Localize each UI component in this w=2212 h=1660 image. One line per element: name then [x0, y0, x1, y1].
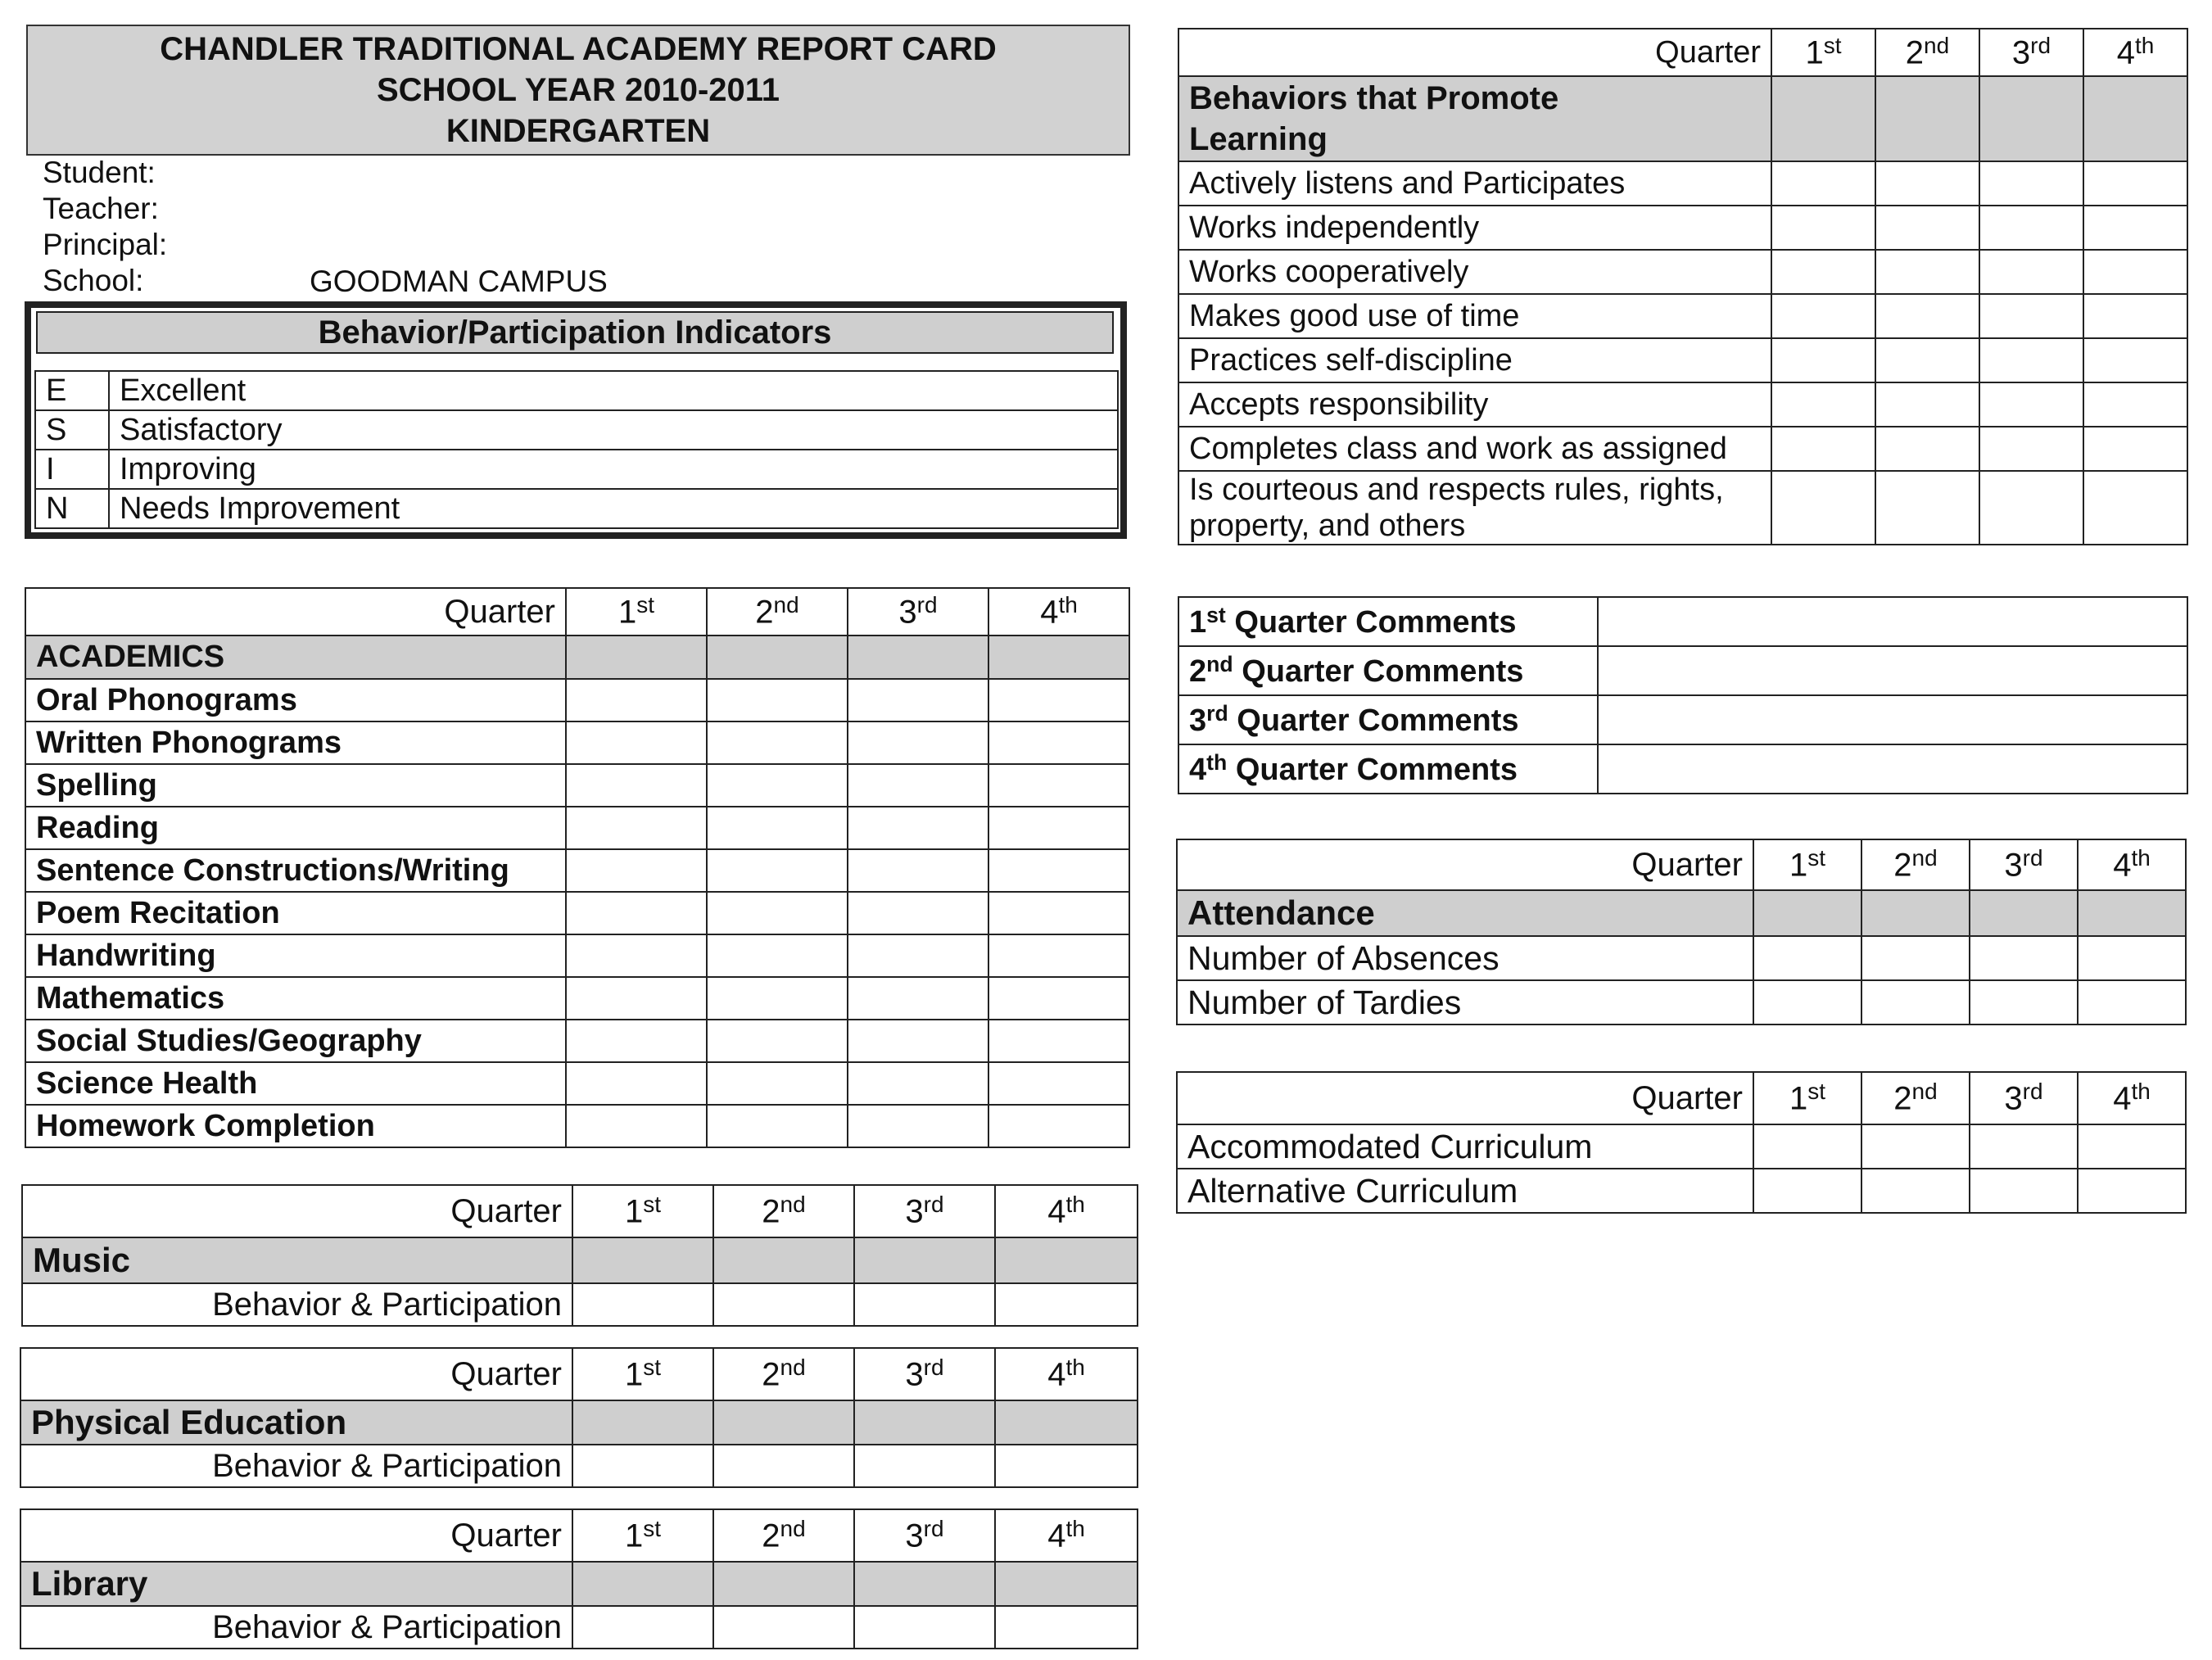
row-label: Actively listens and Participates — [1178, 161, 1771, 206]
table-row — [1178, 161, 2187, 206]
q1-comments-label: 1st Quarter Comments — [1178, 597, 1598, 646]
grade-cell[interactable] — [1771, 471, 1875, 545]
table-row — [1178, 294, 2187, 338]
row-label: Oral Phonograms — [25, 679, 566, 721]
table-row — [25, 1062, 1129, 1105]
quarter-2-header: 2nd — [1861, 1072, 1970, 1124]
grade-cell — [1771, 76, 1875, 161]
grade-cell[interactable] — [848, 764, 988, 807]
grade-cell — [713, 1562, 854, 1606]
grade-cell[interactable] — [2078, 980, 2186, 1024]
grade-cell — [1875, 76, 1979, 161]
accommodated-row — [1177, 1124, 2186, 1169]
q2-comments-field[interactable] — [1598, 646, 2187, 695]
legend-title: Behavior/Participation Indicators — [36, 311, 1114, 354]
grade-cell — [854, 1562, 995, 1606]
legend-table — [34, 370, 1119, 529]
quarter-1-header: 1st — [572, 1185, 713, 1237]
student-label: Student: — [43, 156, 156, 189]
q3-comments-label: 3rd Quarter Comments — [1178, 695, 1598, 744]
quarter-label: Quarter — [20, 1348, 572, 1400]
legend-row — [35, 450, 1118, 489]
quarter-label: Quarter — [1177, 1072, 1753, 1124]
quarter-label: Quarter — [22, 1185, 572, 1237]
quarter-2-header: 2nd — [713, 1185, 854, 1237]
quarter-4-header: 4th — [2078, 1072, 2186, 1124]
grade-cell[interactable] — [572, 1606, 713, 1649]
grade-cell[interactable] — [1979, 294, 2083, 338]
grade-cell[interactable] — [2083, 382, 2187, 427]
legend-row — [35, 489, 1118, 528]
legend-meaning: Excellent — [109, 371, 1118, 410]
grade-cell[interactable] — [988, 679, 1129, 721]
grade-cell — [2078, 890, 2186, 936]
grade-cell[interactable] — [566, 764, 707, 807]
grade-cell[interactable] — [566, 679, 707, 721]
behavior-participation-label: Behavior & Participation — [20, 1445, 572, 1487]
behaviors-table — [1178, 28, 2188, 545]
table-row — [25, 679, 1129, 721]
row-label: Is courteous and respects rules, rights, property, and others — [1178, 471, 1771, 545]
grade-cell[interactable] — [566, 1105, 707, 1147]
grade-cell — [1970, 890, 2078, 936]
pe-behavior-row — [20, 1445, 1138, 1487]
quarter-4-header: 4th — [2078, 839, 2186, 890]
grade-cell[interactable] — [848, 934, 988, 977]
grade-cell[interactable] — [848, 721, 988, 764]
grade-cell[interactable] — [1979, 382, 2083, 427]
grade-cell[interactable] — [1753, 1124, 1861, 1169]
school-label: School: — [43, 264, 144, 297]
grade-cell[interactable] — [1979, 338, 2083, 382]
legend-row — [35, 410, 1118, 450]
row-label: Mathematics — [25, 977, 566, 1020]
q3-comments-field[interactable] — [1598, 695, 2187, 744]
grade-cell[interactable] — [707, 892, 848, 934]
grade-cell[interactable] — [1771, 338, 1875, 382]
row-label: Poem Recitation — [25, 892, 566, 934]
quarter-label: Quarter — [1177, 839, 1753, 890]
row-label: Homework Completion — [25, 1105, 566, 1147]
physical-education-table — [20, 1347, 1138, 1488]
grade-cell[interactable] — [1979, 206, 2083, 250]
row-label: Science Health — [25, 1062, 566, 1105]
quarter-header-row — [20, 1348, 1138, 1400]
grade-cell[interactable] — [2083, 338, 2187, 382]
grade-cell[interactable] — [566, 1020, 707, 1062]
report-card-title — [26, 25, 1130, 156]
quarter-3-header: 3rd — [1970, 1072, 2078, 1124]
grade-cell[interactable] — [988, 807, 1129, 849]
grade-cell[interactable] — [1875, 382, 1979, 427]
grade-cell[interactable] — [707, 934, 848, 977]
grade-cell — [854, 1237, 995, 1283]
quarter-1-header: 1st — [1753, 839, 1861, 890]
grade-cell[interactable] — [854, 1445, 995, 1487]
table-row — [25, 721, 1129, 764]
quarter-4-header: 4th — [995, 1185, 1138, 1237]
grade-cell[interactable] — [1970, 980, 2078, 1024]
quarter-header-row — [20, 1509, 1138, 1562]
grade-cell[interactable] — [566, 721, 707, 764]
title-line-3: KINDERGARTEN — [446, 113, 711, 149]
attendance-heading: Attendance — [1177, 890, 1753, 936]
legend-code: N — [35, 489, 109, 528]
quarter-3-header: 3rd — [848, 588, 988, 636]
grade-cell — [848, 636, 988, 679]
legend-code: E — [35, 371, 109, 410]
grade-cell[interactable] — [2083, 250, 2187, 294]
row-label: Reading — [25, 807, 566, 849]
quarter-4-header: 4th — [995, 1348, 1138, 1400]
attendance-heading-row — [1177, 890, 2186, 936]
q4-comments-field[interactable] — [1598, 744, 2187, 794]
quarter-label: Quarter — [1178, 29, 1771, 76]
grade-cell[interactable] — [1979, 161, 2083, 206]
school-value: GOODMAN CAMPUS — [310, 265, 608, 298]
grade-cell[interactable] — [572, 1445, 713, 1487]
quarter-1-header: 1st — [572, 1348, 713, 1400]
table-row — [25, 1020, 1129, 1062]
grade-cell[interactable] — [1771, 382, 1875, 427]
grade-cell[interactable] — [707, 849, 848, 892]
grade-cell[interactable] — [1875, 161, 1979, 206]
absences-label: Number of Absences — [1177, 936, 1753, 980]
academics-heading-row — [25, 636, 1129, 679]
row-label: Spelling — [25, 764, 566, 807]
grade-cell — [995, 1400, 1138, 1445]
grade-cell[interactable] — [988, 721, 1129, 764]
grade-cell[interactable] — [707, 1105, 848, 1147]
table-row — [25, 892, 1129, 934]
table-row — [1178, 250, 2187, 294]
grade-cell[interactable] — [2083, 206, 2187, 250]
grade-cell[interactable] — [988, 934, 1129, 977]
grade-cell — [1861, 890, 1970, 936]
quarter-4-header: 4th — [988, 588, 1129, 636]
quarter-1-header: 1st — [572, 1509, 713, 1562]
grade-cell[interactable] — [566, 892, 707, 934]
grade-cell[interactable] — [1771, 250, 1875, 294]
row-label: Practices self-discipline — [1178, 338, 1771, 382]
quarter-header-row — [25, 588, 1129, 636]
pe-heading-row — [20, 1400, 1138, 1445]
table-row — [1178, 338, 2187, 382]
library-heading-row — [20, 1562, 1138, 1606]
grade-cell[interactable] — [707, 764, 848, 807]
grade-cell[interactable] — [2078, 936, 2186, 980]
legend-meaning: Satisfactory — [109, 410, 1118, 450]
grade-cell[interactable] — [848, 807, 988, 849]
grade-cell[interactable] — [1979, 250, 2083, 294]
tardies-row — [1177, 980, 2186, 1024]
grade-cell — [713, 1237, 854, 1283]
grade-cell[interactable] — [707, 1020, 848, 1062]
grade-cell[interactable] — [1771, 427, 1875, 471]
title-line-1: CHANDLER TRADITIONAL ACADEMY REPORT CARD — [160, 31, 997, 67]
row-label: Works cooperatively — [1178, 250, 1771, 294]
grade-cell — [1753, 890, 1861, 936]
grade-cell[interactable] — [995, 1283, 1138, 1326]
grade-cell[interactable] — [566, 807, 707, 849]
q2-comments-label: 2nd Quarter Comments — [1178, 646, 1598, 695]
quarter-label: Quarter — [25, 588, 566, 636]
grade-cell — [713, 1400, 854, 1445]
table-row — [1178, 427, 2187, 471]
grade-cell[interactable] — [988, 1062, 1129, 1105]
alternative-label: Alternative Curriculum — [1177, 1169, 1753, 1213]
academics-table — [25, 587, 1130, 1148]
grade-cell[interactable] — [848, 1020, 988, 1062]
table-row — [25, 977, 1129, 1020]
grade-cell[interactable] — [566, 934, 707, 977]
grade-cell[interactable] — [707, 721, 848, 764]
grade-cell[interactable] — [1861, 980, 1970, 1024]
table-row — [25, 849, 1129, 892]
grade-cell[interactable] — [1970, 936, 2078, 980]
legend-meaning: Improving — [109, 450, 1118, 489]
row-label: Makes good use of time — [1178, 294, 1771, 338]
legend-row — [35, 371, 1118, 410]
comment-row — [1178, 695, 2187, 744]
quarter-4-header: 4th — [995, 1509, 1138, 1562]
table-row — [25, 764, 1129, 807]
grade-cell — [572, 1400, 713, 1445]
grade-cell[interactable] — [848, 892, 988, 934]
grade-cell[interactable] — [1861, 936, 1970, 980]
legend-meaning: Needs Improvement — [109, 489, 1118, 528]
grade-cell[interactable] — [1875, 206, 1979, 250]
grade-cell[interactable] — [566, 977, 707, 1020]
comment-row — [1178, 597, 2187, 646]
absences-row — [1177, 936, 2186, 980]
alternative-row — [1177, 1169, 2186, 1213]
grade-cell[interactable] — [988, 1020, 1129, 1062]
grade-cell[interactable] — [988, 977, 1129, 1020]
grade-cell[interactable] — [713, 1283, 854, 1326]
row-label: Completes class and work as assigned — [1178, 427, 1771, 471]
comments-table — [1178, 596, 2188, 794]
grade-cell — [2083, 76, 2187, 161]
table-row — [25, 1105, 1129, 1147]
quarter-1-header: 1st — [566, 588, 707, 636]
grade-cell[interactable] — [707, 679, 848, 721]
grade-cell[interactable] — [1875, 471, 1979, 545]
quarter-2-header: 2nd — [713, 1509, 854, 1562]
grade-cell — [572, 1237, 713, 1283]
grade-cell — [1979, 76, 2083, 161]
grade-cell[interactable] — [713, 1445, 854, 1487]
grade-cell[interactable] — [1753, 936, 1861, 980]
grade-cell — [995, 1237, 1138, 1283]
quarter-header-row — [1177, 839, 2186, 890]
behaviors-heading-row — [1178, 76, 2187, 161]
legend-code: S — [35, 410, 109, 450]
table-row — [1178, 471, 2187, 545]
grade-cell[interactable] — [1875, 427, 1979, 471]
grade-cell[interactable] — [2083, 161, 2187, 206]
grade-cell — [854, 1400, 995, 1445]
grade-cell[interactable] — [1970, 1169, 2078, 1213]
legend-code: I — [35, 450, 109, 489]
quarter-2-header: 2nd — [707, 588, 848, 636]
grade-cell[interactable] — [2078, 1124, 2186, 1169]
grade-cell[interactable] — [2083, 471, 2187, 545]
behavior-participation-label: Behavior & Participation — [20, 1606, 572, 1649]
table-row — [25, 807, 1129, 849]
grade-cell[interactable] — [2078, 1169, 2186, 1213]
grade-cell — [707, 636, 848, 679]
title-line-2: SCHOOL YEAR 2010-2011 — [376, 72, 780, 108]
quarter-1-header: 1st — [1771, 29, 1875, 76]
grade-cell[interactable] — [988, 1105, 1129, 1147]
behaviors-heading: Behaviors that Promote Learning — [1178, 76, 1771, 161]
tardies-label: Number of Tardies — [1177, 980, 1753, 1024]
grade-cell[interactable] — [1771, 161, 1875, 206]
row-label: Accepts responsibility — [1178, 382, 1771, 427]
grade-cell[interactable] — [1979, 471, 2083, 545]
quarter-3-header: 3rd — [854, 1185, 995, 1237]
grade-cell[interactable] — [1875, 338, 1979, 382]
grade-cell[interactable] — [566, 1062, 707, 1105]
library-heading: Library — [20, 1562, 572, 1606]
grade-cell[interactable] — [2083, 427, 2187, 471]
row-label: Social Studies/Geography — [25, 1020, 566, 1062]
pe-heading: Physical Education — [20, 1400, 572, 1445]
grade-cell[interactable] — [988, 764, 1129, 807]
grade-cell[interactable] — [2083, 294, 2187, 338]
grade-cell — [988, 636, 1129, 679]
quarter-2-header: 2nd — [713, 1348, 854, 1400]
grade-cell[interactable] — [848, 849, 988, 892]
table-row — [25, 934, 1129, 977]
grade-cell — [566, 636, 707, 679]
music-table — [21, 1184, 1138, 1327]
music-heading: Music — [22, 1237, 572, 1283]
grade-cell[interactable] — [1753, 1169, 1861, 1213]
grade-cell — [995, 1562, 1138, 1606]
table-row — [1178, 382, 2187, 427]
accommodated-label: Accommodated Curriculum — [1177, 1124, 1753, 1169]
grade-cell[interactable] — [566, 849, 707, 892]
quarter-3-header: 3rd — [1979, 29, 2083, 76]
comment-row — [1178, 744, 2187, 794]
grade-cell[interactable] — [707, 977, 848, 1020]
library-behavior-row — [20, 1606, 1138, 1649]
row-label: Works independently — [1178, 206, 1771, 250]
q4-comments-label: 4th Quarter Comments — [1178, 744, 1598, 794]
grade-cell[interactable] — [1979, 427, 2083, 471]
grade-cell[interactable] — [848, 977, 988, 1020]
grade-cell[interactable] — [848, 1062, 988, 1105]
academics-heading: ACADEMICS — [25, 636, 566, 679]
grade-cell[interactable] — [1771, 206, 1875, 250]
grade-cell[interactable] — [848, 679, 988, 721]
grade-cell[interactable] — [995, 1606, 1138, 1649]
grade-cell[interactable] — [1861, 1124, 1970, 1169]
music-behavior-row — [22, 1283, 1138, 1326]
quarter-1-header: 1st — [1753, 1072, 1861, 1124]
quarter-4-header: 4th — [2083, 29, 2187, 76]
quarter-3-header: 3rd — [854, 1348, 995, 1400]
quarter-3-header: 3rd — [854, 1509, 995, 1562]
quarter-header-row — [22, 1185, 1138, 1237]
music-heading-row — [22, 1237, 1138, 1283]
comment-row — [1178, 646, 2187, 695]
q1-comments-field[interactable] — [1598, 597, 2187, 646]
grade-cell[interactable] — [1875, 250, 1979, 294]
grade-cell[interactable] — [572, 1283, 713, 1326]
grade-cell[interactable] — [988, 892, 1129, 934]
quarter-label: Quarter — [20, 1509, 572, 1562]
grade-cell[interactable] — [1861, 1169, 1970, 1213]
principal-label: Principal: — [43, 228, 168, 261]
row-label: Written Phonograms — [25, 721, 566, 764]
quarter-header-row — [1178, 29, 2187, 76]
library-table — [20, 1508, 1138, 1649]
grade-cell[interactable] — [854, 1606, 995, 1649]
row-label: Sentence Constructions/Writing — [25, 849, 566, 892]
grade-cell[interactable] — [1753, 980, 1861, 1024]
grade-cell[interactable] — [707, 1062, 848, 1105]
row-label: Handwriting — [25, 934, 566, 977]
grade-cell — [572, 1562, 713, 1606]
quarter-header-row — [1177, 1072, 2186, 1124]
attendance-table — [1176, 839, 2187, 1025]
grade-cell[interactable] — [1771, 294, 1875, 338]
behavior-participation-label: Behavior & Participation — [22, 1283, 572, 1326]
grade-cell[interactable] — [713, 1606, 854, 1649]
grade-cell[interactable] — [1970, 1124, 2078, 1169]
grade-cell[interactable] — [854, 1283, 995, 1326]
grade-cell[interactable] — [988, 849, 1129, 892]
quarter-2-header: 2nd — [1861, 839, 1970, 890]
grade-cell[interactable] — [707, 807, 848, 849]
teacher-label: Teacher: — [43, 192, 159, 225]
curriculum-table — [1176, 1071, 2187, 1214]
quarter-2-header: 2nd — [1875, 29, 1979, 76]
table-row — [1178, 206, 2187, 250]
grade-cell[interactable] — [848, 1105, 988, 1147]
grade-cell[interactable] — [1875, 294, 1979, 338]
grade-cell[interactable] — [995, 1445, 1138, 1487]
quarter-3-header: 3rd — [1970, 839, 2078, 890]
